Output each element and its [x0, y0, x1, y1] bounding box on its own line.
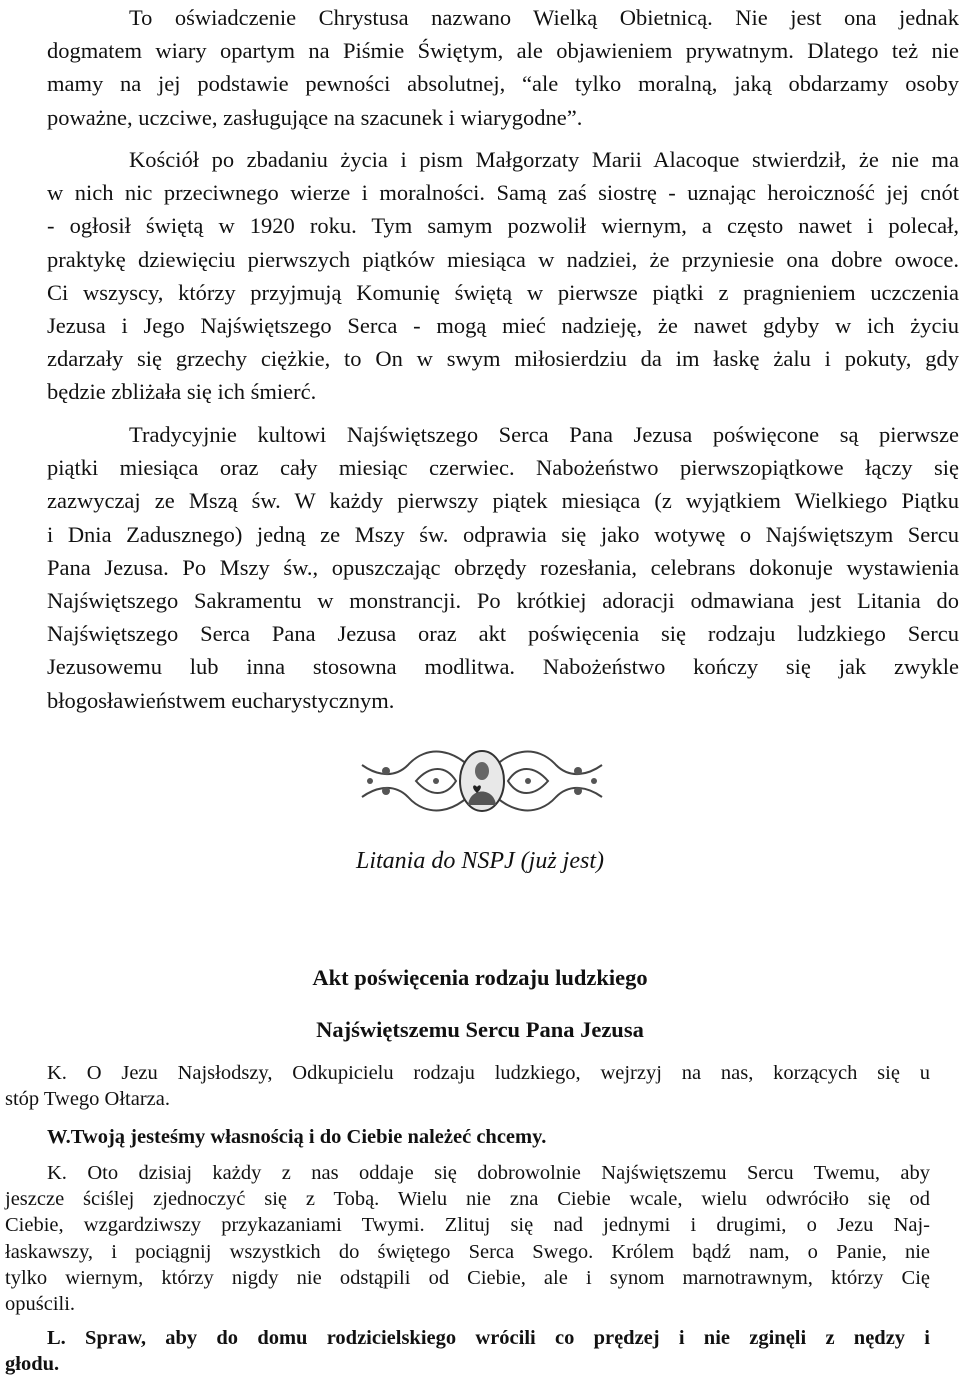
text-line: głodu.	[5, 1353, 60, 1376]
text-line: K. Oto dzisiaj każdy z nas oddaje się dobrowolnie Najświętszemu Sercu Twemu, aby	[47, 1162, 930, 1184]
text-line: zdarzały się grzechy ciężkie, to On w swym miłosierdziu da im łaskę żalu i pokuty, gdy	[47, 346, 959, 372]
text-line: Najświętszego Serca Pana Jezusa oraz akt poświęcenia się rodzaju ludzkiego Sercu	[47, 621, 959, 647]
text-line: Jezusowemu lub inna stosowna modlitwa. Nabożeństwo kończy się jak zwykle	[47, 654, 959, 680]
text-line: K. O Jezu Najsłodszy, Odkupicielu rodzaju ludzkiego, wejrzyj na nas, korzących się u	[47, 1062, 930, 1084]
text-line: zazwyczaj ze Mszą św. W każdy pierwszy piątek miesiąca (z wyjątkiem Wielkiego Piątku	[47, 488, 959, 514]
text-line: i Dnia Zadusznego) jedną ze Mszy św. odprawia się jako wotywę o Najświętszym Sercu	[47, 521, 959, 547]
act-response-2	[5, 1325, 930, 1377]
text-line: To oświadczenie Chrystusa nazwano Wielką Obietnicą. Nie jest ona jednak	[129, 5, 959, 30]
text-line: jeszcze ściślej zjednoczyć się z Tobą. Wielu nie zna Ciebie wcale, wielu odwróciło się od	[5, 1188, 930, 1211]
paragraph-2	[47, 143, 959, 409]
text-line: Kościół po zbadaniu życia i pism Małgorzaty Marii Alacoque stwierdził, że nie ma	[129, 147, 959, 172]
act-heading-line-1: Akt poświęcenia rodzaju ludzkiego	[312, 965, 648, 990]
text-line: stóp Twego Ołtarza.	[5, 1088, 170, 1111]
text-line: Ci wszyscy, którzy przyjmują Komunię świętą w pierwsze piątki z pragnieniem uczczenia	[47, 279, 959, 305]
text-line: Jezusa i Jego Najświętszego Serca - mogą mieć nadzieję, że nawet gdyby w ich życiu	[47, 313, 959, 339]
sacred-heart-ornament-icon	[356, 735, 608, 827]
act-response-1	[5, 1124, 930, 1150]
text-line: L. Spraw, aby do domu rodzicielskiego wrócili co prędzej i nie zginęli z nędzy i	[47, 1327, 930, 1349]
paragraph-3	[47, 418, 959, 717]
text-line: piątki miesiąca oraz cały miesiąc czerwiec. Nabożeństwo pierwszopiątkowe łączy się	[47, 455, 959, 481]
text-line: W.Twoją jesteśmy własnością i do Ciebie należeć chcemy.	[47, 1126, 547, 1148]
text-line: dogmatem wiary opartym na Piśmie Świętym, ale objawieniem prywatnym. Dlatego też nie	[47, 38, 959, 64]
litany-caption: Litania do NSPJ (już jest)	[356, 848, 604, 874]
text-line: Pana Jezusa. Po Mszy św., opuszczając obrzędy rozesłania, celebrans dokonuje wystawienia	[47, 554, 959, 580]
text-line: łaskawszy, i pociągnij wszystkich do świętego Serca Swego. Królem bądź nam, o Panie, nie	[5, 1240, 930, 1263]
text-line: tylko wiernym, którzy nigdy nie odstąpili od Ciebie, ale i synom marnotrawnym, którzy Cię	[5, 1266, 930, 1289]
text-line: Tradycyjnie kultowi Najświętszego Serca Pana Jezusa poświęcone są pierwsze	[129, 422, 959, 447]
act-verse-1	[5, 1060, 930, 1112]
paragraph-1	[47, 1, 959, 134]
text-line: Najświętszego Sakramentu w monstrancji. Po krótkiej adoracji odmawiana jest Litania do	[47, 588, 959, 614]
act-verse-2	[5, 1160, 930, 1317]
text-line: błogosławieństwem eucharystycznym.	[47, 687, 395, 713]
text-line: poważne, uczciwe, zasługujące na szacunek i wiarygodne”.	[47, 104, 583, 130]
text-line: opuścili.	[5, 1293, 76, 1316]
text-line: - ogłosił świętą w 1920 roku. Tym samym pozwolił wiernym, a często nawet i polecał,	[47, 213, 959, 239]
text-line: w nich nic przeciwnego wierze i moralności. Samą zaś siostrę - uznając heroiczność jej cnót	[47, 180, 959, 206]
text-line: będzie zbliżała się ich śmierć.	[47, 379, 317, 405]
text-line: praktykę dziewięciu pierwszych piątków miesiąca w nadziei, że przyniesie ona dobre owoce.	[47, 246, 959, 272]
text-line: mamy na jej podstawie pewności absolutnej, “ale tylko moralną, jaką obdarzamy osoby	[47, 71, 959, 97]
text-line: Ciebie, wzgardziwszy przykazaniami Twymi. Zlituj się nad jednymi i drugimi, o Jezu Naj-	[5, 1214, 930, 1237]
act-heading-line-2: Najświętszemu Sercu Pana Jezusa	[316, 1017, 644, 1042]
